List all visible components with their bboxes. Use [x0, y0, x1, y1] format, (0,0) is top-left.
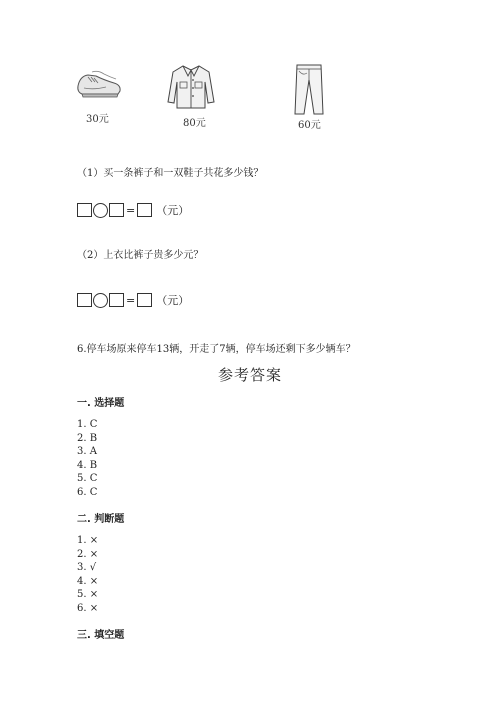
- answer-item: 2. B: [77, 432, 98, 444]
- answer-item: 3. A: [77, 446, 97, 458]
- section-2-heading: 二. 判断题: [77, 514, 125, 525]
- answers-title: 参考答案: [217, 366, 282, 384]
- section-3-heading: 三. 填空题: [77, 630, 125, 641]
- answer-item: 5. C: [77, 473, 98, 485]
- equals-sign: =: [126, 293, 136, 307]
- answer-item: 2. ×: [77, 548, 99, 560]
- pants-illustration: [289, 62, 329, 117]
- pants-price: 60元: [298, 120, 321, 131]
- unit-label: （元）: [156, 204, 190, 217]
- operator-circle[interactable]: [93, 293, 108, 308]
- result-box[interactable]: [137, 293, 152, 307]
- shoes-price: 30元: [86, 114, 109, 125]
- answer-item: 1. C: [77, 419, 98, 430]
- question-2: （2）上衣比裤子贵多少元？: [77, 250, 204, 261]
- operator-circle[interactable]: [93, 203, 108, 218]
- equals-sign: =: [126, 203, 136, 217]
- section-1-answers: [77, 418, 97, 500]
- equation-row-1: [77, 202, 189, 218]
- answer-box[interactable]: [109, 203, 124, 217]
- answer-item: 4. B: [77, 459, 98, 471]
- question-1: （1）买一条裤子和一双鞋子共花多少钱？: [77, 168, 264, 179]
- answer-box[interactable]: [109, 293, 124, 307]
- section-2-answers: [77, 534, 98, 616]
- equation-row-2: [77, 292, 189, 308]
- answer-item: 6. C: [77, 486, 98, 498]
- shoes-illustration: [74, 66, 124, 106]
- answer-item: 3. √: [77, 562, 97, 574]
- answer-item: 6. ×: [77, 602, 99, 614]
- answer-item: 4. ×: [77, 575, 99, 587]
- answer-box[interactable]: [77, 293, 92, 307]
- answer-item: 1. ×: [77, 535, 99, 546]
- unit-label: （元）: [156, 294, 190, 307]
- answer-item: 5. ×: [77, 589, 99, 601]
- jacket-illustration: [166, 62, 216, 112]
- result-box[interactable]: [137, 203, 152, 217]
- problem-6: 6.停车场原来停车13辆，开走了7辆，停车场还剩下多少辆车？: [77, 344, 356, 355]
- jacket-price: 80元: [183, 118, 206, 129]
- answer-box[interactable]: [77, 203, 92, 217]
- section-1-heading: 一. 选择题: [77, 398, 125, 409]
